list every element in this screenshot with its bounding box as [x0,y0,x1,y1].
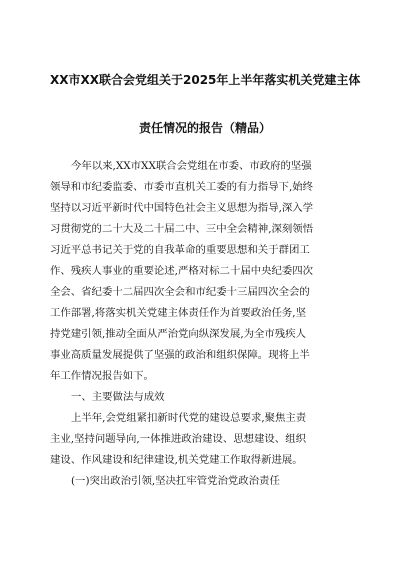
paragraph-achievements [50,408,360,471]
paragraph-line: 上半年,会党组紧扣新时代党的建设总要求,聚焦主责 [71,412,307,424]
paragraph-line: 事业高质量发展提供了坚强的政治和组织保障。现将上半 [50,349,310,361]
paragraph-line: 主业,坚持问题导向,一体推进政治建设、思想建设、组织 [50,433,306,445]
section-heading-text: 一、主要做法与成效 [71,391,165,403]
document-title-line-2: 责任情况的报告（精品） [138,121,271,135]
paragraph-line: 习近平总书记关于党的自我革命的重要思想和关于群团工 [50,244,310,256]
paragraph-line: 工作部署,将落实机关党建主体责任作为首要政治任务,坚 [50,307,306,319]
paragraph-intro [50,156,360,387]
paragraph-line: 持党建引领,推动全面从严治党向纵深发展,为全市残疾人 [50,328,306,340]
paragraph-line: 习贯彻党的二十大及二十届二中、三中全会精神,深刻领悟 [50,223,314,235]
subsection-heading [50,471,360,492]
paragraph-line: 坚持以习近平新时代中国特色社会主义思想为指导,深入学 [50,202,314,214]
section-heading [50,387,360,408]
paragraph-line: 全会、省纪委十二届四次全会和市纪委十三届四次全会的 [50,286,310,298]
paragraph-line: 年工作情况报告如下。 [50,370,154,382]
document-body [50,156,360,492]
subsection-heading-text: (一)突出政治引领,坚决扛牢管党治党政治责任 [71,475,280,487]
paragraph-line: 今年以来,XX市XX联合会党组在市委、市政府的坚强 [71,160,312,172]
document-title-line-1: XX市XX联合会党组关于2025年上半年落实机关党建主体 [50,73,361,87]
paragraph-line: 建设、作风建设和纪律建设,机关党建工作取得新进展。 [50,454,303,466]
paragraph-line: 作、残疾人事业的重要论述,严格对标二十届中央纪委四次 [50,265,314,277]
paragraph-line: 领导和市纪委监委、市委市直机关工委的有力指导下,始终 [50,181,314,193]
